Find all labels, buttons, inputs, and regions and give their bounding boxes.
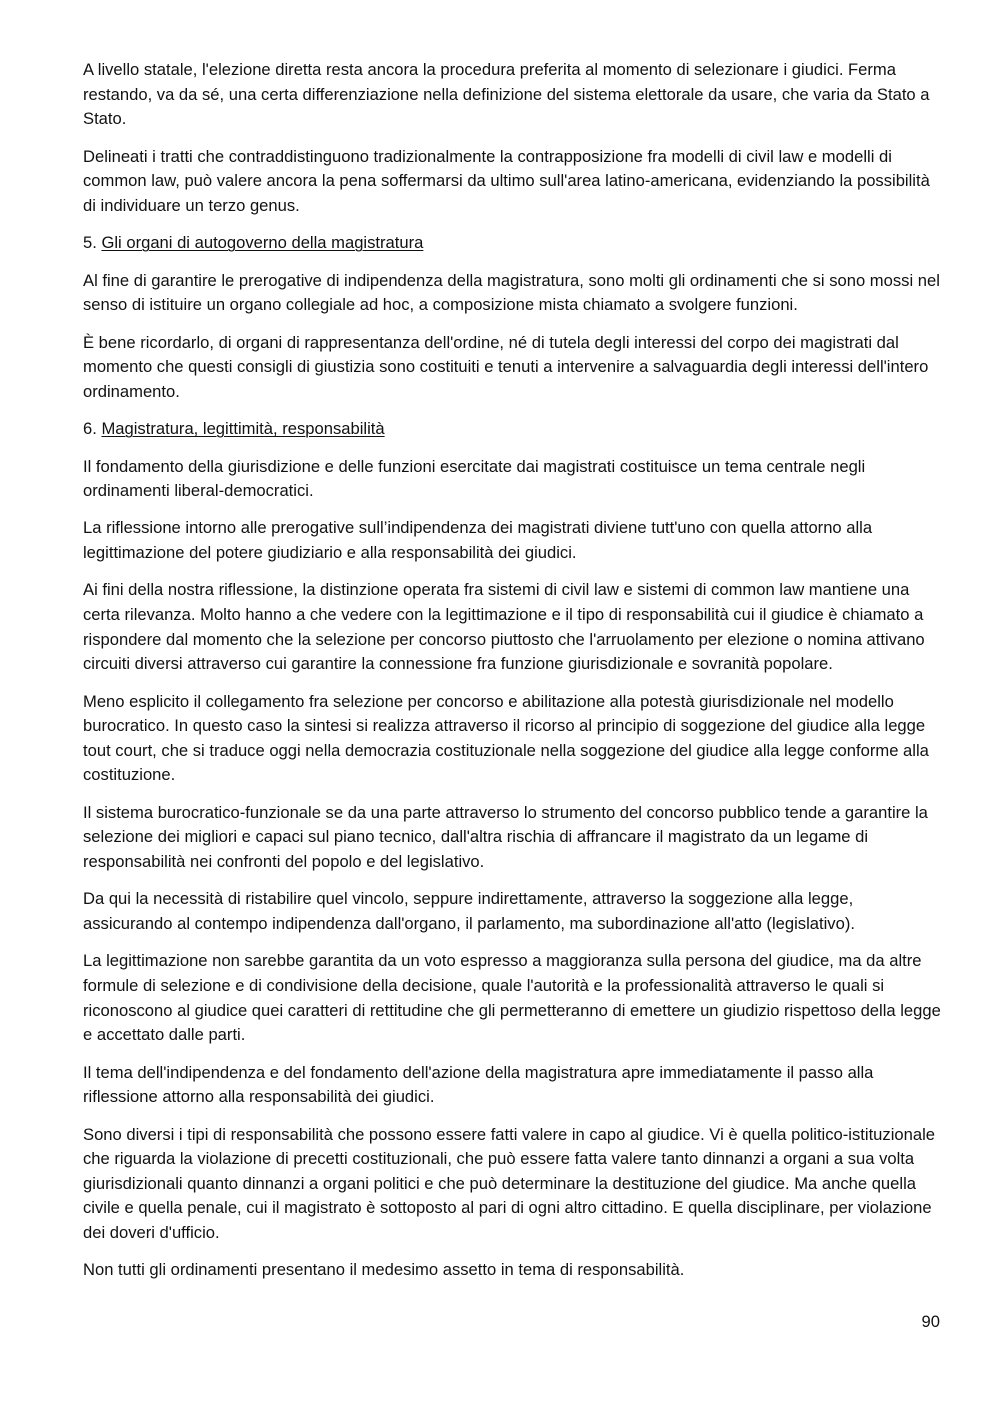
- section-number: 6.: [83, 419, 102, 439]
- paragraph: Sono diversi i tipi di responsabilità che possono essere fatti valere in capo al giudice. Vi è quella politico-istituzionale che riguarda la violazione di precetti costituzionali, che può essere fatta valere tanto dinnanzi a organi a sua volta giurisdizionali quanto dinnanzi a organi politici e che può determinare la destituzione del giudice. Ma anche quella civile e quella penale, cui il magistrato è sottoposto al pari di ogni altro cittadino. E quella disciplinare, per violazione dei doveri d'ufficio.: [83, 1124, 935, 1242]
- paragraph: Il fondamento della giurisdizione e delle funzioni esercitate dai magistrati costituisce un tema centrale negli ordinamenti liberal-democratici.: [83, 456, 866, 501]
- paragraph: Non tutti gli ordinamenti presentano il medesimo assetto in tema di responsabilità.: [83, 1260, 685, 1280]
- section-title: Magistratura, legittimità, responsabilità: [101, 419, 385, 439]
- section-heading-5: [83, 231, 943, 256]
- page-number: 90: [921, 1312, 940, 1331]
- paragraph: Il sistema burocratico-funzionale se da una parte attraverso lo strumento del concorso pubblico tende a garantire la selezione dei migliori e capaci sul piano tecnico, dall'altra rischia di affrancare il magistrato da un legame di responsabilità nei confronti del popolo e del legislativo.: [83, 802, 928, 871]
- paragraph: La riflessione intorno alle prerogative sull’indipendenza dei magistrati diviene tutt'uno con quella attorno alla legittimazione del potere giudiziario e alla responsabilità dei giudici.: [83, 518, 873, 563]
- paragraph: A livello statale, l'elezione diretta resta ancora la procedura preferita al momento di selezionare i giudici. Ferma restando, va da sé, una certa differenziazione nella definizione del sistema elettorale da usare, che varia da Stato a Stato.: [83, 60, 930, 129]
- paragraph: Da qui la necessità di ristabilire quel vincolo, seppure indirettamente, attraverso la soggezione alla legge, assicurando al contempo indipendenza dall'organo, il parlamento, ma subordinazione all'atto (legislativo).: [83, 889, 855, 933]
- page-body: [83, 58, 943, 1296]
- section-title: Gli organi di autogoverno della magistratura: [101, 233, 424, 253]
- paragraph: Meno esplicito il collegamento fra selezione per concorso e abilitazione alla potestà giurisdizionale nel modello burocratico. In questo caso la sintesi si realizza attraverso il ricorso al principio di soggezione del giudice alla legge tout court, che si traduce oggi nella democrazia costituzionale nella soggezione del giudice alla legge conforme alla costituzione.: [83, 691, 929, 785]
- paragraph: Il tema dell'indipendenza e del fondamento dell'azione della magistratura apre immediatamente il passo alla riflessione attorno alla responsabilità dei giudici.: [83, 1062, 874, 1107]
- paragraph: Ai fini della nostra riflessione, la distinzione operata fra sistemi di civil law e sistemi di common law mantiene una certa rilevanza. Molto hanno a che vedere con la legittimazione e il tipo di responsabilità cui il giudice è chiamato a rispondere dal momento che la selezione per concorso piuttosto che l'arruolamento per elezione o nomina attivano circuiti diversi attraverso cui garantire la connessione fra funzione giurisdizionale e sovranità popolare.: [83, 580, 925, 674]
- paragraph: È bene ricordarlo, di organi di rappresentanza dell'ordine, né di tutela degli interessi del corpo dei magistrati dal momento che questi consigli di giustizia sono costituiti e tenuti a intervenire a salvaguardia degli interessi dell'intero ordinamento.: [83, 332, 929, 401]
- paragraph: Al fine di garantire le prerogative di indipendenza della magistratura, sono molti gli ordinamenti che si sono mossi nel senso di istituire un organo collegiale ad hoc, a composizione mista chiamato a svolgere funzioni.: [83, 270, 940, 315]
- paragraph: Delineati i tratti che contraddistinguono tradizionalmente la contrapposizione fra modelli di civil law e modelli di common law, può valere ancora la pena soffermarsi da ultimo sull'area latino-americana, evidenziando la possibilità di individuare un terzo genus.: [83, 146, 930, 215]
- section-heading-6: [83, 417, 943, 442]
- section-number: 5.: [83, 233, 102, 253]
- paragraph: La legittimazione non sarebbe garantita da un voto espresso a maggioranza sulla persona del giudice, ma da altre formule di selezione e di condivisione della decisione, quale l'autorità e la professionalità attraverso le quali si riconoscono al giudice quei caratteri di rettitudine che gli permetteranno di emettere un giudizio rispettoso della legge e accettato dalle parti.: [83, 951, 941, 1045]
